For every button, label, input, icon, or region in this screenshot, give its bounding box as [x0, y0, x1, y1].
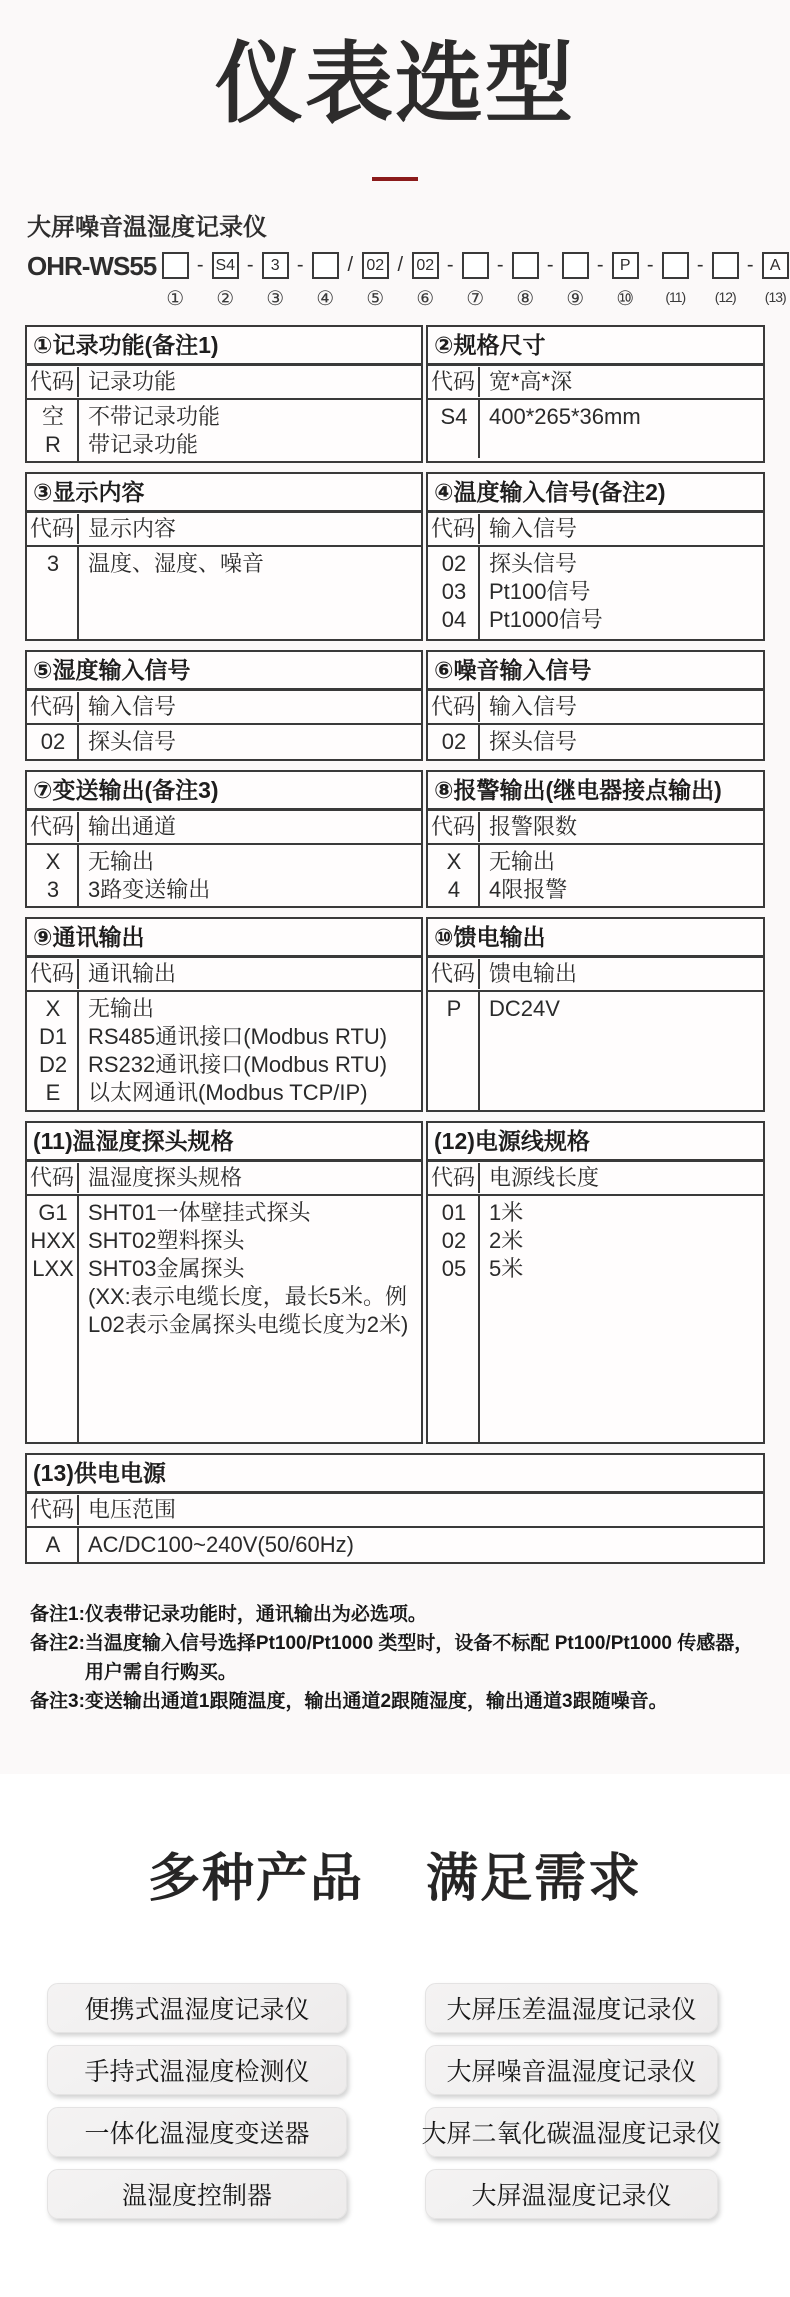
code-cell: 空 — [41, 404, 64, 430]
table-body — [27, 992, 421, 1110]
desc-cell: Pt1000信号 — [489, 607, 603, 633]
table-title: ⑨通讯输出 — [27, 919, 421, 958]
model-position-2 — [211, 252, 239, 311]
table-row — [27, 1199, 421, 1227]
table-dimensions — [426, 325, 765, 463]
desc-header: 记录功能 — [88, 369, 177, 395]
table-title: ⑩馈电输出 — [428, 919, 763, 958]
desc-header: 输入信号 — [88, 694, 177, 720]
desc-cell: DC24V — [489, 996, 560, 1022]
accent-dash — [372, 177, 418, 181]
separator: - — [746, 254, 754, 277]
table-row — [27, 1051, 421, 1079]
desc-header: 输入信号 — [489, 694, 578, 720]
table-row — [27, 1023, 421, 1051]
product-button-controller[interactable]: 温湿度控制器 — [47, 2169, 347, 2219]
table-body — [27, 547, 421, 639]
code-header: 代码 — [428, 367, 480, 397]
desc-header: 输出通道 — [88, 814, 177, 840]
table-column-headers — [27, 366, 421, 400]
code-cell: 3 — [46, 551, 60, 577]
table-row — [27, 995, 421, 1023]
table-row — [428, 995, 763, 1023]
code-cell: A — [45, 1532, 61, 1558]
code-box: 02 — [362, 252, 389, 279]
separator: - — [646, 254, 654, 277]
table-column-headers — [27, 513, 421, 547]
desc-cell: 2米 — [489, 1228, 524, 1254]
model-position-13 — [761, 252, 789, 305]
separator: - — [496, 254, 504, 277]
desc-cell: 400*265*36mm — [489, 404, 641, 430]
desc-cell: RS485通讯接口(Modbus RTU) — [88, 1024, 388, 1050]
table-row — [428, 578, 763, 606]
code-cell: X — [446, 849, 462, 875]
code-cell: X — [45, 996, 61, 1022]
position-number: ③ — [266, 288, 285, 311]
separator: - — [196, 254, 204, 277]
table-body — [27, 845, 421, 906]
separator: - — [596, 254, 604, 277]
table-body — [428, 1196, 763, 1442]
table-body — [428, 845, 763, 906]
code-box: A — [762, 252, 789, 279]
desc-cell: 不带记录功能 — [88, 404, 221, 430]
table-power-cord-spec — [426, 1121, 765, 1444]
table-row — [428, 876, 763, 904]
position-number: ② — [216, 288, 235, 311]
code-cell: LXX — [32, 1256, 74, 1282]
footnote-label: 备注3: — [30, 1691, 85, 1713]
position-number: (13) — [764, 289, 786, 306]
desc-header: 电压范围 — [88, 1497, 177, 1523]
model-position-10 — [611, 252, 639, 311]
table-group-3 — [25, 650, 765, 761]
position-number: ① — [166, 288, 185, 311]
separator: / — [347, 254, 354, 277]
desc-cell: SHT03金属探头 — [88, 1256, 245, 1282]
code-cell: 03 — [441, 579, 467, 605]
code-box — [512, 252, 539, 279]
desc-header: 报警限数 — [489, 814, 578, 840]
desc-cell: 5米 — [489, 1256, 524, 1282]
table-row — [27, 1283, 421, 1339]
code-cell: P — [446, 996, 462, 1022]
footnotes — [30, 1600, 760, 1716]
code-box — [462, 252, 489, 279]
table-body — [27, 1196, 421, 1442]
product-button-temp-humidity-recorder[interactable]: 大屏温湿度记录仪 — [425, 2169, 718, 2219]
code-box — [562, 252, 589, 279]
table-row — [27, 728, 421, 756]
desc-cell: 以太网通讯(Modbus TCP/IP) — [88, 1080, 368, 1106]
table-probe-spec — [25, 1121, 423, 1444]
separator: - — [446, 254, 454, 277]
position-number: ⑩ — [616, 288, 635, 311]
separator: - — [246, 254, 254, 277]
desc-header: 温湿度探头规格 — [88, 1165, 243, 1191]
model-position-5 — [361, 252, 389, 311]
table-body — [428, 547, 763, 639]
model-position-7 — [461, 252, 489, 311]
table-column-headers — [428, 513, 763, 547]
table-row — [27, 550, 421, 578]
footnote-label: 备注1: — [30, 1604, 85, 1626]
table-noise-input — [426, 650, 765, 761]
code-cell: E — [45, 1080, 61, 1106]
desc-cell: 温度、湿度、噪音 — [88, 551, 265, 577]
table-temperature-input — [426, 472, 765, 641]
products-heading — [0, 1836, 790, 1911]
code-box — [662, 252, 689, 279]
product-buttons-left-column — [47, 1983, 347, 2219]
desc-cell: 探头信号 — [489, 729, 578, 755]
code-header: 代码 — [428, 514, 480, 544]
code-header: 代码 — [428, 692, 480, 722]
code-header: 代码 — [27, 1163, 79, 1193]
table-column-headers — [428, 691, 763, 725]
model-position-8 — [511, 252, 539, 311]
table-title: ③显示内容 — [27, 474, 421, 513]
code-cell: D2 — [38, 1052, 68, 1078]
table-title: (12)电源线规格 — [428, 1123, 763, 1162]
products-heading-left: 多种产品 — [147, 1850, 364, 1909]
table-row — [27, 1227, 421, 1255]
desc-cell: RS232通讯接口(Modbus RTU) — [88, 1052, 388, 1078]
table-column-headers — [428, 1162, 763, 1196]
desc-header: 宽*高*深 — [489, 369, 573, 395]
code-cell: 3 — [46, 877, 60, 903]
table-column-headers — [428, 366, 763, 400]
table-row — [27, 876, 421, 904]
table-title: ④温度输入信号(备注2) — [428, 474, 763, 513]
table-alarm-output — [426, 770, 765, 908]
desc-cell: 无输出 — [88, 849, 155, 875]
model-position-4 — [311, 252, 339, 311]
table-humidity-input — [25, 650, 423, 761]
table-title: (11)温湿度探头规格 — [27, 1123, 421, 1162]
code-cell: 01 — [441, 1200, 467, 1226]
code-cell: 04 — [441, 607, 467, 633]
desc-cell: 3路变送输出 — [88, 877, 211, 903]
desc-header: 通讯输出 — [88, 961, 177, 987]
table-group-1 — [25, 325, 765, 463]
table-row — [428, 1227, 763, 1255]
code-box — [162, 252, 189, 279]
table-group-2 — [25, 472, 765, 641]
code-header: 代码 — [27, 959, 79, 989]
table-title: (13)供电电源 — [27, 1455, 763, 1494]
code-cell: G1 — [38, 1200, 68, 1226]
table-body — [27, 400, 421, 461]
code-cell: 02 — [441, 729, 467, 755]
desc-cell: 4限报警 — [489, 877, 568, 903]
desc-cell: 探头信号 — [489, 551, 578, 577]
code-cell — [27, 1283, 79, 1339]
table-group-6 — [25, 1121, 765, 1444]
code-header: 代码 — [428, 812, 480, 842]
table-body — [428, 992, 763, 1110]
table-title: ①记录功能(备注1) — [27, 327, 421, 366]
table-body — [27, 1528, 763, 1562]
desc-cell: 探头信号 — [88, 729, 177, 755]
product-buttons-right-column — [421, 1983, 722, 2219]
code-header: 代码 — [428, 959, 480, 989]
table-body — [428, 400, 763, 458]
table-body — [27, 725, 421, 759]
table-record-function — [25, 325, 423, 463]
desc-header: 输入信号 — [489, 516, 578, 542]
footnote-text: 当温度输入信号选择Pt100/Pt1000 类型时，设备不标配 Pt100/Pt1000 传感器，用户需自行购买。 — [84, 1633, 754, 1684]
desc-header: 显示内容 — [88, 516, 177, 542]
product-button-noise-recorder[interactable]: 大屏噪音温湿度记录仪 — [425, 2045, 718, 2095]
code-header: 代码 — [27, 692, 79, 722]
desc-cell: 无输出 — [489, 849, 556, 875]
model-position-11 — [661, 252, 689, 305]
model-position-9 — [561, 252, 589, 311]
product-buttons-grid — [47, 1983, 790, 2219]
table-title: ⑥噪音输入信号 — [428, 652, 763, 691]
page-title: 仪表选型 — [214, 34, 575, 133]
table-column-headers — [428, 958, 763, 992]
table-column-headers — [27, 691, 421, 725]
model-position-6 — [411, 252, 439, 311]
model-position-3 — [261, 252, 289, 311]
table-row — [428, 1255, 763, 1283]
footnote-1 — [30, 1600, 760, 1629]
desc-cell: (XX:表示电缆长度，最长5米。例L02表示金属探头电缆长度为2米) — [88, 1284, 409, 1338]
table-row — [428, 848, 763, 876]
code-header: 代码 — [27, 1495, 79, 1525]
code-box: P — [612, 252, 639, 279]
model-prefix: OHR-WS55 — [27, 251, 157, 282]
desc-cell: SHT01一体壁挂式探头 — [88, 1200, 311, 1226]
code-header: 代码 — [428, 1163, 480, 1193]
position-number: ⑥ — [416, 288, 435, 311]
product-button-handheld-detector[interactable]: 手持式温湿度检测仪 — [47, 2045, 347, 2095]
table-row — [428, 606, 763, 634]
code-cell: 05 — [441, 1256, 467, 1282]
table-group-7 — [25, 1453, 765, 1564]
position-number: ④ — [316, 288, 335, 311]
table-row — [27, 1079, 421, 1107]
code-cell: 02 — [441, 1228, 467, 1254]
table-group-4 — [25, 770, 765, 908]
footnote-text: 仪表带记录功能时，通讯输出为必选项。 — [84, 1604, 427, 1626]
table-transmit-output — [25, 770, 423, 908]
separator: / — [397, 254, 404, 277]
desc-header: 馈电输出 — [489, 961, 578, 987]
code-cell: 02 — [40, 729, 66, 755]
position-number: ⑦ — [466, 288, 485, 311]
desc-cell: 无输出 — [88, 996, 155, 1022]
code-header: 代码 — [27, 514, 79, 544]
code-cell: 4 — [447, 877, 461, 903]
products-heading-right: 满足需求 — [426, 1850, 643, 1909]
table-row — [27, 1255, 421, 1283]
code-box: 3 — [262, 252, 289, 279]
table-body — [428, 725, 763, 759]
product-button-integrated-transmitter[interactable]: 一体化温湿度变送器 — [47, 2107, 347, 2157]
footnote-2 — [30, 1629, 760, 1687]
code-box — [712, 252, 739, 279]
table-row — [27, 403, 421, 431]
position-number: ⑤ — [366, 288, 385, 311]
code-cell: D1 — [38, 1024, 68, 1050]
code-cell: HXX — [30, 1228, 76, 1254]
spec-tables — [25, 325, 765, 1564]
code-cell: X — [45, 849, 61, 875]
table-display-content — [25, 472, 423, 641]
desc-cell: AC/DC100~240V(50/60Hz) — [88, 1532, 354, 1558]
separator: - — [546, 254, 554, 277]
table-row — [428, 1199, 763, 1227]
table-title: ⑤湿度输入信号 — [27, 652, 421, 691]
table-column-headers — [27, 958, 421, 992]
product-button-co2-recorder[interactable]: 大屏二氧化碳温湿度记录仪 — [425, 2107, 718, 2157]
code-cell: S4 — [440, 404, 468, 430]
footnote-3 — [30, 1687, 760, 1716]
code-box — [312, 252, 339, 279]
desc-cell: SHT02塑料探头 — [88, 1228, 245, 1254]
position-number: ⑨ — [566, 288, 585, 311]
table-row — [27, 848, 421, 876]
product-button-portable-recorder[interactable]: 便携式温湿度记录仪 — [47, 1983, 347, 2033]
table-column-headers — [27, 1494, 763, 1528]
table-communication-output — [25, 917, 423, 1112]
desc-header: 电源线长度 — [489, 1165, 600, 1191]
footnote-text: 变送输出通道1跟随温度，输出通道2跟随湿度，输出通道3跟随噪音。 — [84, 1691, 668, 1713]
code-header: 代码 — [27, 812, 79, 842]
model-code-line — [27, 252, 790, 311]
table-power-supply — [25, 1453, 765, 1564]
desc-cell: Pt100信号 — [489, 579, 591, 605]
footnote-label: 备注2: — [30, 1633, 85, 1655]
code-cell: 02 — [441, 551, 467, 577]
table-column-headers — [27, 811, 421, 845]
model-position-1 — [161, 252, 189, 311]
position-number: (11) — [665, 289, 686, 306]
separator: - — [296, 254, 304, 277]
product-button-pressure-recorder[interactable]: 大屏压差温湿度记录仪 — [425, 1983, 718, 2033]
table-title: ②规格尺寸 — [428, 327, 763, 366]
code-header: 代码 — [27, 367, 79, 397]
position-number: ⑧ — [516, 288, 535, 311]
separator: - — [696, 254, 704, 277]
position-number: (12) — [714, 289, 736, 306]
code-box: 02 — [412, 252, 439, 279]
table-row — [428, 403, 763, 431]
table-column-headers — [27, 1162, 421, 1196]
code-box: S4 — [212, 252, 239, 279]
table-title: ⑧报警输出(继电器接点输出) — [428, 772, 763, 811]
code-cell: R — [45, 432, 61, 458]
table-row — [428, 550, 763, 578]
products-section — [0, 1774, 790, 2297]
model-position-12 — [711, 252, 739, 305]
table-row — [27, 1531, 763, 1559]
desc-cell: 1米 — [489, 1200, 524, 1226]
table-row — [27, 431, 421, 459]
table-row — [428, 728, 763, 756]
table-column-headers — [428, 811, 763, 845]
table-group-5 — [25, 917, 765, 1112]
table-feed-output — [426, 917, 765, 1112]
desc-cell: 带记录功能 — [88, 432, 199, 458]
product-subtitle: 大屏噪音温湿度记录仪 — [27, 214, 267, 242]
table-title: ⑦变送输出(备注3) — [27, 772, 421, 811]
